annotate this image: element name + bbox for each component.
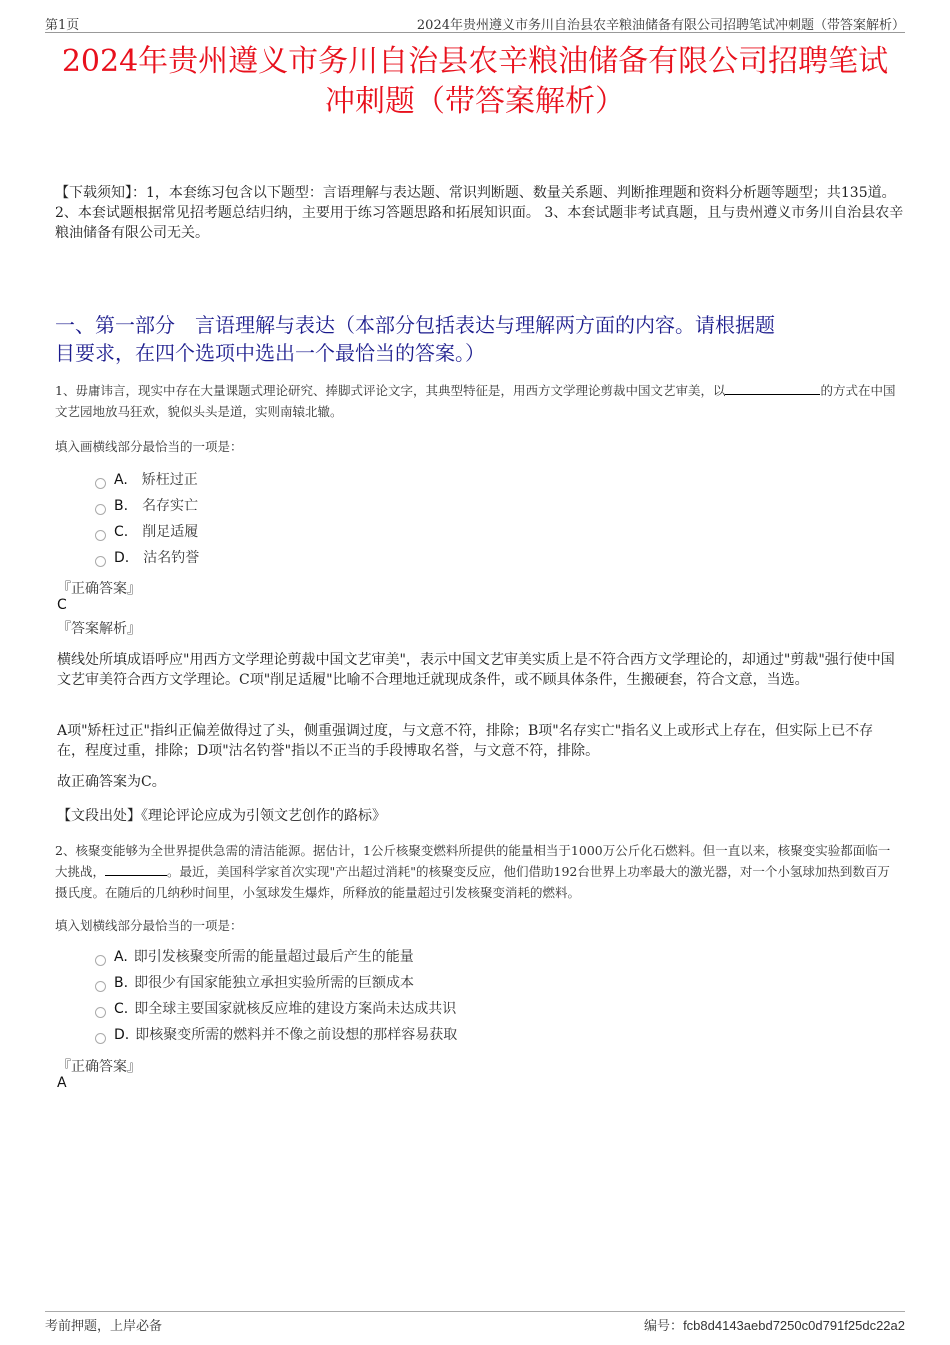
radio-button[interactable] [95,530,106,541]
option-text: 即很少有国家能独立承担实验所需的巨额成本 [134,975,415,991]
title-line-2: 冲刺题（带答案解析） [325,84,625,119]
question-2-options [95,944,457,1048]
passage-source: 【文段出处】《理论评论应成为引领文艺创作的路标》 [57,808,386,824]
radio-button[interactable] [95,556,106,567]
page-header [45,12,905,33]
option-b[interactable] [95,970,457,996]
option-d[interactable] [95,1022,457,1048]
question-2-stem-after: 。最近，美国科学家首次实现"产出超过消耗"的核聚变反应，他们借助192台世界上功率最大的激光器，对一个小氢球加热到数百万摄氏度。在随后的几纳秒时间里，小氢球发生爆炸，所释放的能量超过引发核聚变消耗的燃料。 [55,864,890,900]
option-letter: A. [114,472,128,488]
option-letter: B. [114,975,129,991]
question-1-stem-before: 1、毋庸讳言，现实中存在大量课题式理论研究、捧脚式评论文字，其典型特征是，用西方文学理论剪裁中国文艺审美，以 [55,383,726,398]
option-letter: C. [114,1001,129,1017]
question-2-prompt: 填入划横线部分最恰当的一项是： [55,918,243,933]
title-line-1: 2024年贵州遵义市务川自治县农辛粮油储备有限公司招聘笔试 [61,44,889,79]
option-a[interactable] [95,467,199,493]
document-title [40,42,910,122]
option-a[interactable] [95,944,457,970]
option-letter: B. [114,498,129,514]
option-c[interactable] [95,996,457,1022]
section-heading [55,311,910,367]
footer-id-value: fcb8d4143aebd7250c0d791f25dc22a2 [683,1318,905,1333]
question-2-stem-before: 2、核聚变能够为全世界提供急需的清洁能源。据估计，1公斤核聚变燃料所提供的能量相当于1000万公斤化石燃料。但一直以来，核聚变实验都面临一大挑战， [55,843,891,879]
option-text: 沽名钓誉 [143,550,200,566]
analysis-paragraph-1: 横线处所填成语呼应"用西方文学理论剪裁中国文艺审美"，表示中国文艺审美实质上是不符合西方文学理论的，却通过"剪裁"强行使中国文艺审美符合西方文学理论。C项"削足适履"比喻不合理地迁就现成条件，或不顾具体条件，生搬硬套，符合文意，当选。 [57,652,895,688]
correct-answer-value: C [57,597,67,613]
option-b[interactable] [95,493,199,519]
option-c[interactable] [95,519,199,545]
analysis-conclusion: 故正确答案为C。 [57,774,166,790]
correct-answer-value: A [57,1075,67,1091]
correct-answer-label: 『正确答案』 [57,1059,141,1075]
header-doc-title: 2024年贵州遵义市务川自治县农辛粮油储备有限公司招聘笔试冲刺题（带答案解析） [416,18,905,33]
download-notice: 【下载须知】：1，本套练习包含以下题型：言语理解与表达题、常识判断题、数量关系题、判断推理题和资料分析题等题型；共135道。 2、本套试题根据常见招考题总结归纳，主要用于练习答题思路和拓展知识面。 3、本套试题非考试真题，且与贵州遵义市务川自治县农辛粮油储备有限公司无关。 [55,185,904,241]
section-heading-line-2: 目要求，在四个选项中选出一个最恰当的答案。） [55,341,485,365]
footer-id [644,1315,905,1334]
page-footer [45,1311,905,1332]
answer-blank [105,863,167,876]
analysis-paragraph-2: A项"矫枉过正"指纠正偏差做得过了头，侧重强调过度，与文意不符，排除；B项"名存实亡"指名义上或形式上存在，但实际上已不存在，程度过重，排除；D项"沽名钓誉"指以不正当的手段博取名誉，与文意不符，排除。 [57,723,874,759]
page-number: 第1页 [45,18,80,33]
correct-answer-label: 『正确答案』 [57,581,141,597]
footer-id-label: 编号： [644,1319,684,1334]
radio-button[interactable] [95,504,106,515]
radio-button[interactable] [95,478,106,489]
radio-button[interactable] [95,1033,106,1044]
option-letter: D. [114,1027,130,1043]
radio-button[interactable] [95,1007,106,1018]
analysis-label: 『答案解析』 [57,621,141,637]
option-text: 矫枉过正 [141,472,198,488]
question-2-stem [55,840,900,903]
answer-blank [725,382,820,395]
question-1-stem [55,380,900,422]
option-letter: A. [114,949,128,965]
option-letter: C. [114,524,129,540]
section-heading-line-1: 一、第一部分 言语理解与表达（本部分包括表达与理解两方面的内容。请根据题 [55,313,775,337]
option-text: 名存实亡 [142,498,199,514]
option-text: 即引发核聚变所需的能量超过最后产生的能量 [133,949,414,965]
question-1-prompt: 填入画横线部分最恰当的一项是： [55,439,243,454]
question-1-options [95,467,199,571]
footer-slogan: 考前押题，上岸必备 [45,1319,163,1334]
option-text: 削足适履 [142,524,199,540]
radio-button[interactable] [95,955,106,966]
radio-button[interactable] [95,981,106,992]
option-d[interactable] [95,545,199,571]
question-1-stem-after: 的方式在中国文艺园地放马狂欢，貌似头头是道，实则南辕北辙。 [55,383,896,419]
option-text: 即全球主要国家就核反应堆的建设方案尚未达成共识 [134,1001,457,1017]
option-text: 即核聚变所需的燃料并不像之前设想的那样容易获取 [135,1027,458,1043]
option-letter: D. [114,550,130,566]
